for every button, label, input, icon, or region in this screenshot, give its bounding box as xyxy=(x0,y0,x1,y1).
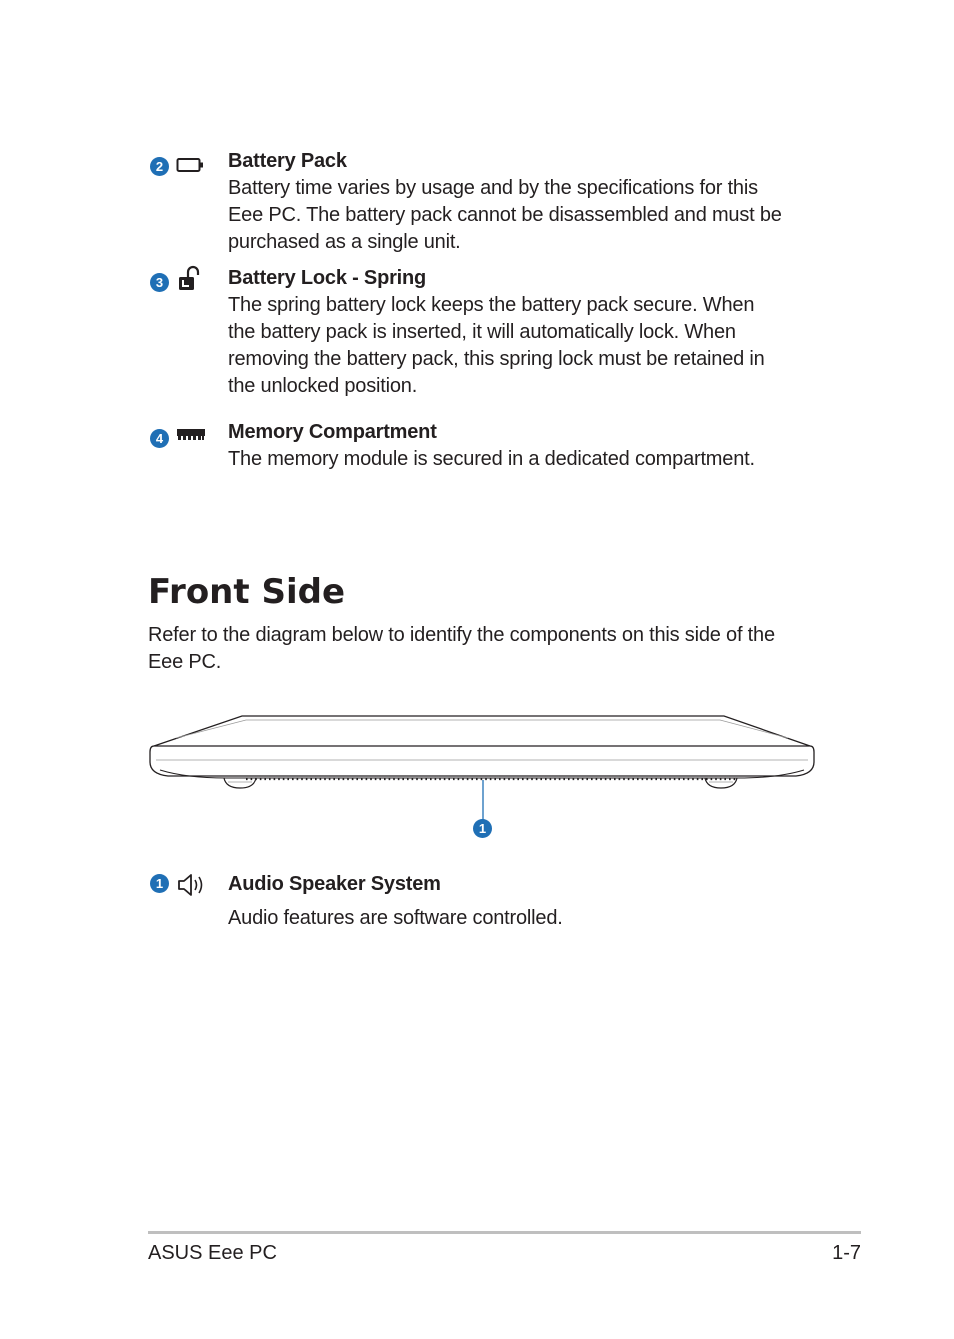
component-entry-audio-speaker xyxy=(148,871,808,932)
entry-description-line: Audio features are software controlled. xyxy=(228,907,563,929)
section-intro xyxy=(148,622,818,676)
entry-title: Memory Compartment xyxy=(228,421,437,443)
callout-number: 4 xyxy=(150,429,169,448)
entry-description-line: removing the battery pack, this spring lock must be retained in xyxy=(228,348,765,370)
entry-description-line: the battery pack is inserted, it will automatically lock. When xyxy=(228,321,736,343)
footer-product-name: ASUS Eee PC xyxy=(148,1242,277,1264)
footer-page-number: 1-7 xyxy=(832,1242,861,1264)
intro-line: Eee PC. xyxy=(148,651,222,673)
entry-description-line: The spring battery lock keeps the battery pack secure. When xyxy=(228,294,755,316)
memory-module-icon xyxy=(176,427,206,443)
entry-description-line: The memory module is secured in a dedicated compartment. xyxy=(228,448,755,470)
entry-description-line: Battery time varies by usage and by the specifications for this xyxy=(228,177,758,199)
entry-description-line: Eee PC. The battery pack cannot be disassembled and must be xyxy=(228,204,782,226)
intro-line: Refer to the diagram below to identify the components on this side of the xyxy=(148,624,775,646)
speaker-icon xyxy=(176,872,208,898)
section-heading: Front Side xyxy=(148,572,346,612)
component-entry-battery-pack xyxy=(148,148,808,256)
entry-title: Battery Lock - Spring xyxy=(228,267,427,289)
battery-icon xyxy=(176,156,204,174)
diagram-callout-number: 1 xyxy=(473,819,492,838)
entry-title: Audio Speaker System xyxy=(228,873,441,895)
entry-description-line: the unlocked position. xyxy=(228,375,418,397)
footer-divider xyxy=(148,1231,861,1234)
component-entry-memory-compartment xyxy=(148,419,808,473)
callout-number: 1 xyxy=(150,874,169,893)
component-entry-battery-lock xyxy=(148,265,808,400)
front-side-diagram xyxy=(146,708,818,849)
entry-description-line: purchased as a single unit. xyxy=(228,231,461,253)
entry-title: Battery Pack xyxy=(228,150,347,172)
callout-number: 2 xyxy=(150,157,169,176)
unlocked-padlock-icon xyxy=(176,265,204,293)
callout-number: 3 xyxy=(150,273,169,292)
